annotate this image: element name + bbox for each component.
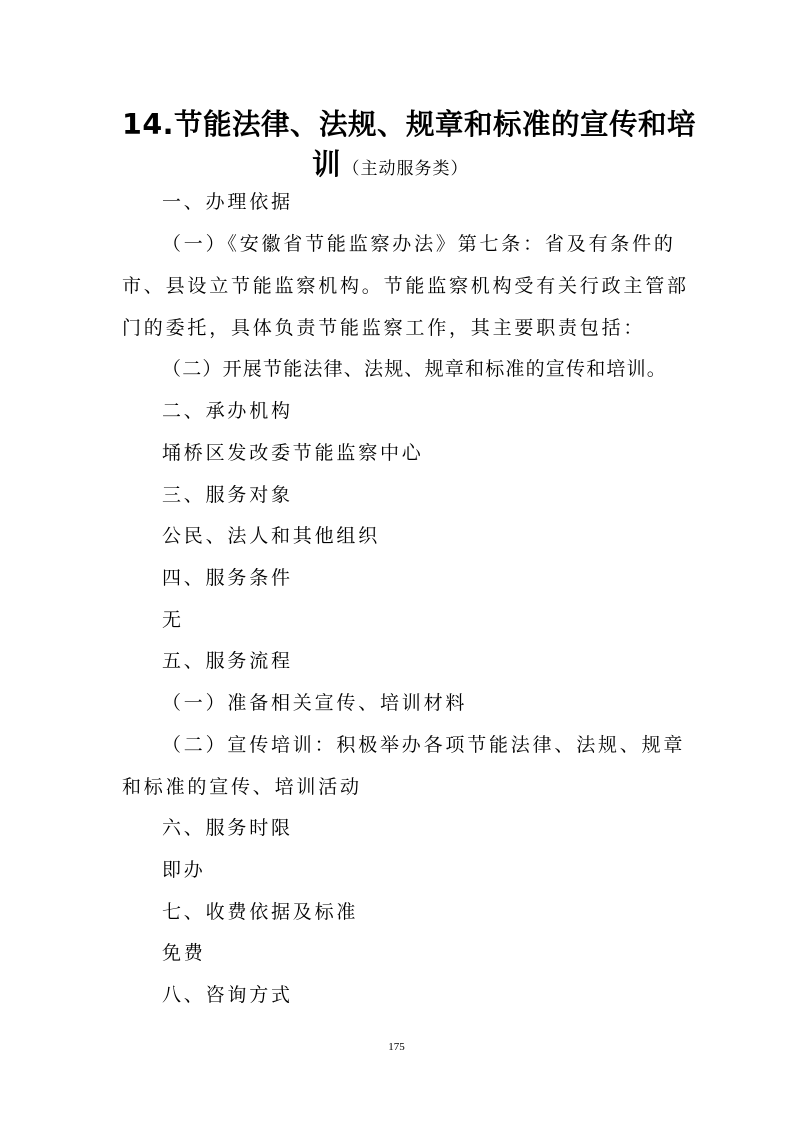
section-heading-consultation: 八、咨询方式 xyxy=(162,984,293,1006)
process-step-2-line1: （二）宣传培训：积极举办各项节能法律、法规、规章 xyxy=(162,734,686,756)
document-title-category: （主动服务类） xyxy=(342,159,469,179)
section-heading-agency: 二、承办机构 xyxy=(162,400,293,422)
page-number: 175 xyxy=(388,1041,405,1053)
section-heading-process: 五、服务流程 xyxy=(162,650,293,672)
basis-paragraph-1-line3: 门的委托，具体负责节能监察工作，其主要职责包括： xyxy=(122,317,646,339)
document-title-line1: 14.节能法律、法规、规章和标准的宣传和培 xyxy=(122,108,696,141)
basis-paragraph-2: （二）开展节能法律、法规、规章和标准的宣传和培训。 xyxy=(162,358,668,380)
section-heading-conditions: 四、服务条件 xyxy=(162,567,293,589)
basis-paragraph-1-line1: （一）《安徽省节能监察办法》第七条：省及有条件的 xyxy=(162,233,676,255)
section-heading-fees: 七、收费依据及标准 xyxy=(162,901,359,923)
fees-body: 免费 xyxy=(162,942,206,964)
document-title-tail: 训 xyxy=(312,148,341,181)
document-title-line2 xyxy=(312,140,469,194)
section-heading-target: 三、服务对象 xyxy=(162,484,293,506)
agency-body: 埇桥区发改委节能监察中心 xyxy=(162,442,424,464)
target-body: 公民、法人和其他组织 xyxy=(162,525,381,547)
process-step-1: （一）准备相关宣传、培训材料 xyxy=(162,692,468,714)
process-step-2-line2: 和标准的宣传、培训活动 xyxy=(122,776,362,798)
section-heading-time-limit: 六、服务时限 xyxy=(162,817,293,839)
section-heading-basis: 一、办理依据 xyxy=(162,191,293,213)
conditions-body: 无 xyxy=(162,609,184,631)
time-limit-body: 即办 xyxy=(162,859,206,881)
basis-paragraph-1-line2: 市、县设立节能监察机构。节能监察机构受有关行政主管部 xyxy=(122,275,689,297)
